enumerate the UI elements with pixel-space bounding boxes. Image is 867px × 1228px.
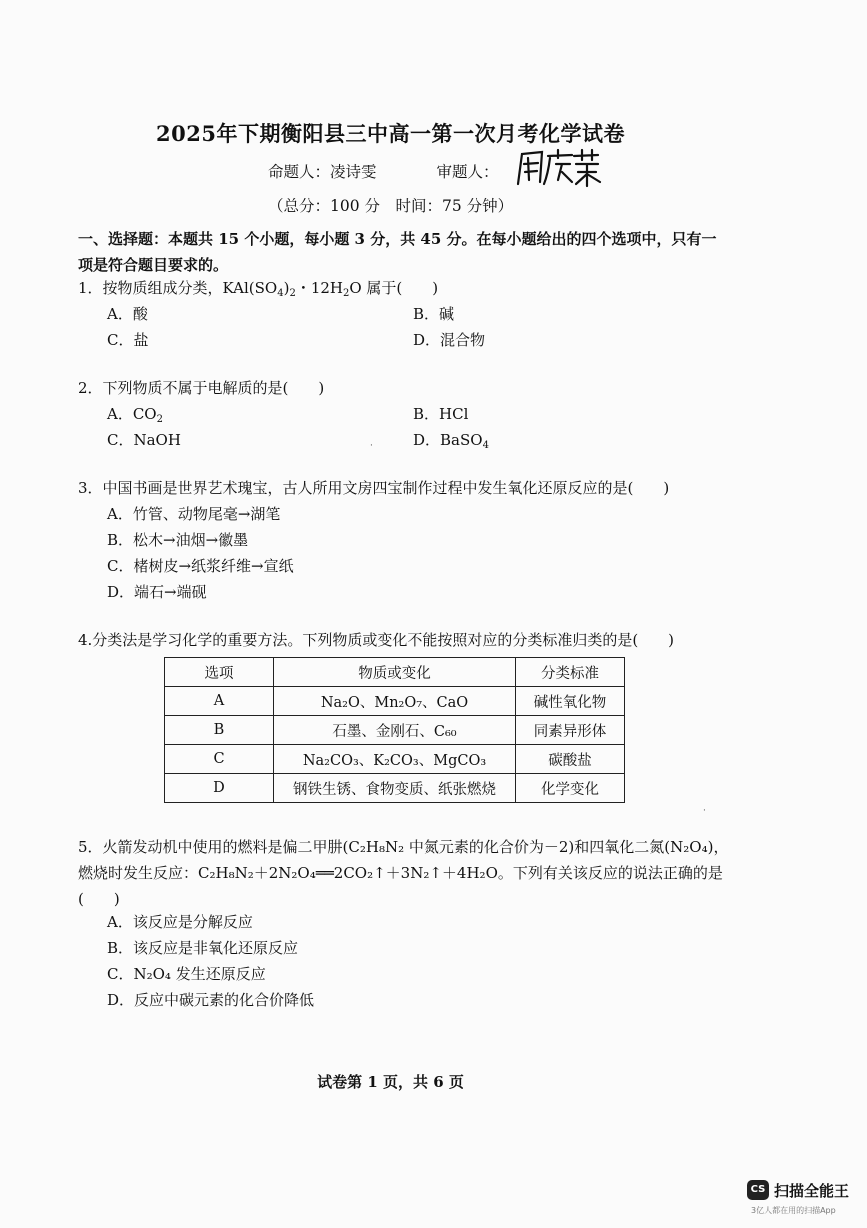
scanner-app-name: 扫描全能王 — [774, 1182, 850, 1200]
reviewer-signature — [512, 146, 602, 190]
scan-speck: · — [370, 441, 373, 451]
section-heading: 一、选择题：本题共 15 个小题，每小题 3 分，共 45 分。在每小题给出的四个选项中，只有一项是符合题目要求的。 — [78, 230, 717, 274]
table-cell-standard: 化学变化 — [516, 774, 625, 803]
q2-option-a: A．$CO_2$ — [107, 405, 163, 425]
question-4-stem: 4.分类法是学习化学的重要方法。下列物质或变化不能按照对应的分类标准归类的是( ) — [78, 631, 675, 649]
table-cell-standard: 同素异形体 — [516, 716, 625, 745]
q1-option-c: C．盐 — [107, 331, 149, 349]
table-header-row — [165, 658, 625, 687]
q2-option-d: D．BaSO$_4$ — [413, 431, 489, 451]
q3-option-c: C．楮树皮→纸浆纤维→宣纸 — [107, 557, 294, 575]
classification-table — [164, 657, 625, 803]
table-cell-substance: 钢铁生锈、食物变质、纸张燃烧 — [274, 774, 516, 803]
table-cell-option: D — [165, 774, 274, 803]
table-cell-standard: 碱性氧化物 — [516, 687, 625, 716]
question-1-stem: 1．按物质组成分类，$KAl(SO_4)_2$・$12H_2O$ 属于( ) — [78, 279, 439, 299]
q5-option-c: C．N₂O₄ 发生还原反应 — [107, 965, 266, 983]
q3-option-a: A．竹管、动物尾毫→湖笔 — [107, 505, 281, 523]
table-header-cell: 选项 — [165, 658, 274, 687]
q3-option-d: D．端石→端砚 — [107, 583, 207, 601]
question-3-stem: 3．中国书画是世界艺术瑰宝，古人所用文房四宝制作过程中发生氧化还原反应的是( ) — [78, 479, 670, 497]
table-cell-substance: Na₂CO₃、K₂CO₃、MgCO₃ — [274, 745, 516, 774]
score-time-line: （总分：100 分 时间：75 分钟） — [268, 197, 514, 215]
table-row — [165, 745, 625, 774]
table-row — [165, 774, 625, 803]
camscanner-logo-icon: CS — [747, 1180, 769, 1200]
q2-option-c: C．NaOH — [107, 431, 181, 449]
question-2-stem: 2．下列物质不属于电解质的是( ) — [78, 379, 325, 397]
table-row — [165, 687, 625, 716]
table-header-cell: 物质或变化 — [274, 658, 516, 687]
reviewer-label: 审题人： — [436, 163, 499, 181]
table-cell-option: C — [165, 745, 274, 774]
scan-speck: · — [703, 806, 706, 816]
q5-option-b: B．该反应是非氧化还原反应 — [107, 939, 299, 957]
page-footer: 试卷第 1 页，共 6 页 — [317, 1073, 464, 1091]
q1-option-b: B．碱 — [413, 305, 455, 323]
question-5-line-3: ( ) — [78, 890, 120, 908]
q2-option-b: B．HCl — [413, 405, 469, 423]
table-cell-substance: Na₂O、Mn₂O₇、CaO — [274, 687, 516, 716]
question-5-line-1: 5．火箭发动机中使用的燃料是偏二甲肼(C₂H₈N₂ 中氮元素的化合价为－2)和四氧化二氮(N₂O₄)， — [78, 838, 729, 856]
q3-option-b: B．松木→油烟→徽墨 — [107, 531, 249, 549]
scanner-tagline: 3亿人都在用的扫描App — [751, 1206, 836, 1215]
q1-option-a: A．酸 — [107, 305, 148, 323]
table-cell-substance: 石墨、金刚石、C₆₀ — [274, 716, 516, 745]
question-5-line-2: 燃烧时发生反应：C₂H₈N₂＋2N₂O₄══2CO₂↑＋3N₂↑＋4H₂O。下列有关该反应的说法正确的是 — [78, 864, 723, 882]
table-cell-option: B — [165, 716, 274, 745]
table-cell-option: A — [165, 687, 274, 716]
authors-line — [268, 160, 499, 182]
q1-option-d: D．混合物 — [413, 331, 486, 349]
table-row — [165, 716, 625, 745]
q5-option-d: D．反应中碳元素的化合价降低 — [107, 991, 315, 1009]
exam-title: 2025年下期衡阳县三中高一第一次月考化学试卷 — [156, 121, 625, 146]
table-header-cell: 分类标准 — [516, 658, 625, 687]
q5-option-a: A．该反应是分解反应 — [107, 913, 253, 931]
setter-label: 命题人：凌诗雯 — [268, 163, 377, 181]
table-cell-standard: 碳酸盐 — [516, 745, 625, 774]
